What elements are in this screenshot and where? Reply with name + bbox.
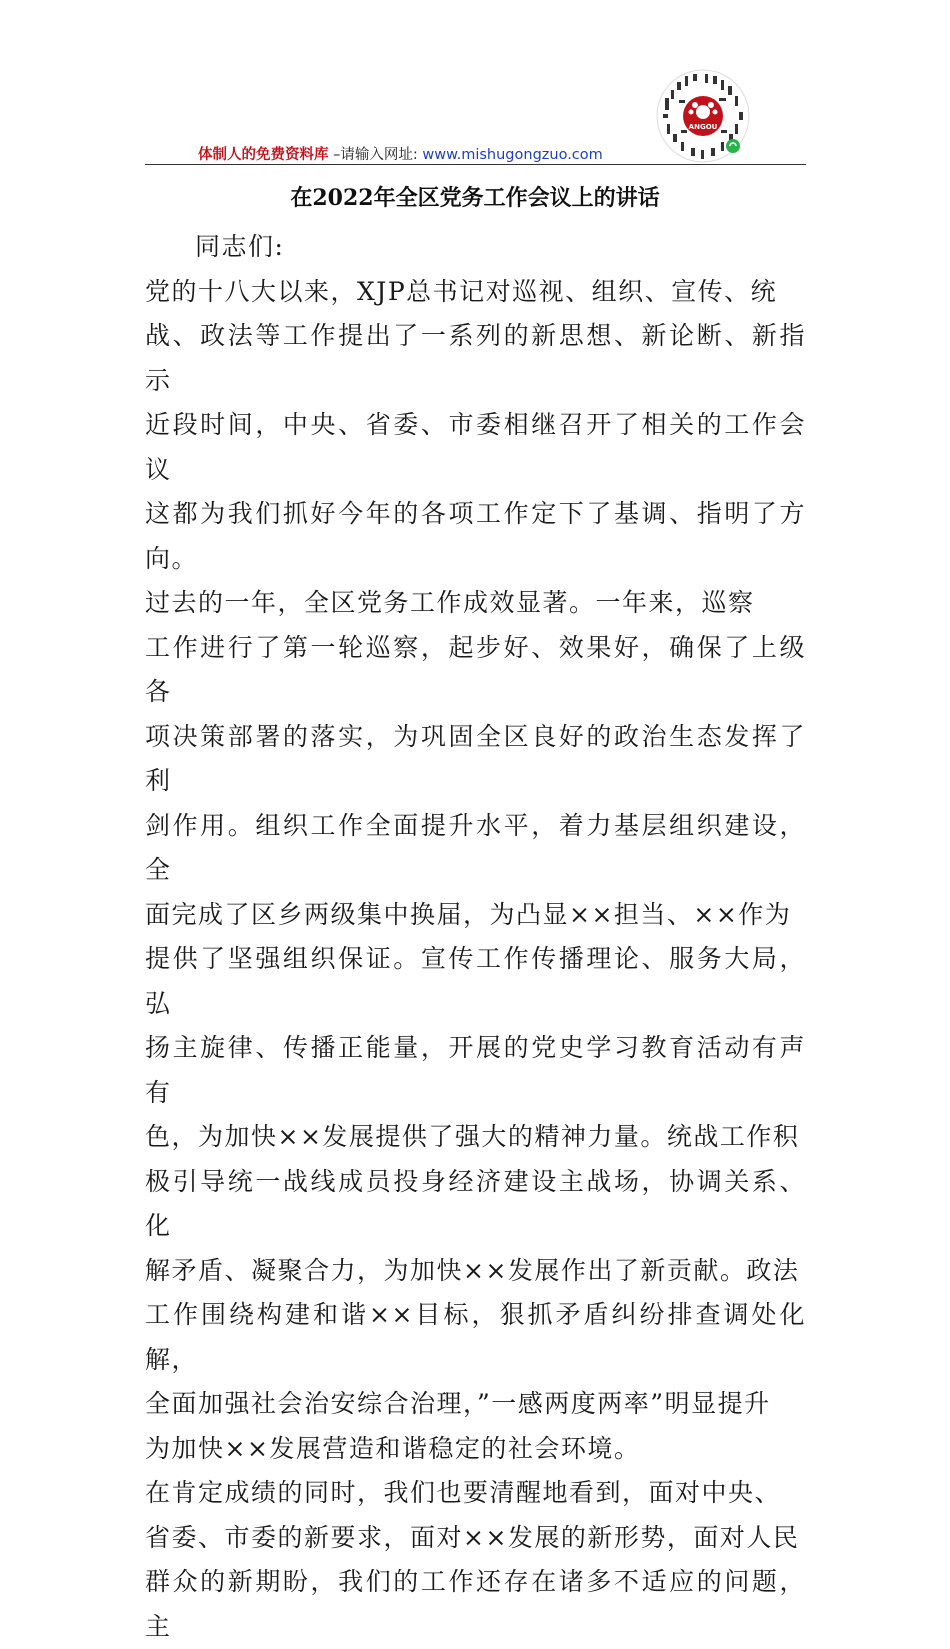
- qr-code: [655, 68, 751, 164]
- header-url-link[interactable]: www.mishugongzuo.com: [422, 147, 603, 163]
- document-title: 在2022年全区党务工作会议上的讲话: [290, 185, 660, 211]
- header-banner: [198, 146, 603, 164]
- salutation: 同志们:: [195, 232, 285, 261]
- header-brand: 体制人的免费资料库: [198, 147, 329, 163]
- header-divider: [145, 164, 806, 165]
- qr-brand-label: ANGOU: [688, 123, 718, 131]
- paragraph-1: 党的十八大以来，XJP总书记对巡视、组织、宣传、统 战、政法等工作提出了一系列的新思想、新论断、新指示 近段时间，中央、省委、市委相继召开了相关的工作会议 这都为我们抓好今年的各项工作定下了基调、指明了方向。: [145, 276, 806, 573]
- header-prompt: –请输入网址:: [328, 147, 423, 163]
- paragraph-3: 在肯定成绩的同时，我们也要清醒地看到，面对中央、 省委、市委的新要求，面对××发展的新形势，面对人民 群众的新期盼，我们的工作还存在诸多不适应的问题，主: [145, 1478, 806, 1641]
- paragraph-2: 过去的一年，全区党务工作成效显著。一年来，巡察 工作进行了第一轮巡察，起步好、效果好，确保了上级各 项决策部署的落实，为巩固全区良好的政治生态发挥了利 剑作用。组织工作全面提升水平，着力基层组织建设，全 面完成了区乡两级集中换届，为凸显××担当、××作为 提供了坚强组织保证。宣传工作传播理论、服务大局，弘 扬主旋律、传播正能量，开展的党史学习教育活动有声有 色，为加快××发展提供了强大的精神力量。统战工作积 极引导统一战线成员投身经济建设主战场，协调关系、化 解矛盾、凝聚合力，为加快××发展作出了新贡献。政法 工作围绕构建和谐××目标，狠抓矛盾纠纷排查调处化解， 全面加强社会治安综合治理，”一感两度两率”明显提升 为加快××发展营造和谐稳定的社会环境。: [145, 588, 806, 1463]
- document-body: [145, 225, 806, 1649]
